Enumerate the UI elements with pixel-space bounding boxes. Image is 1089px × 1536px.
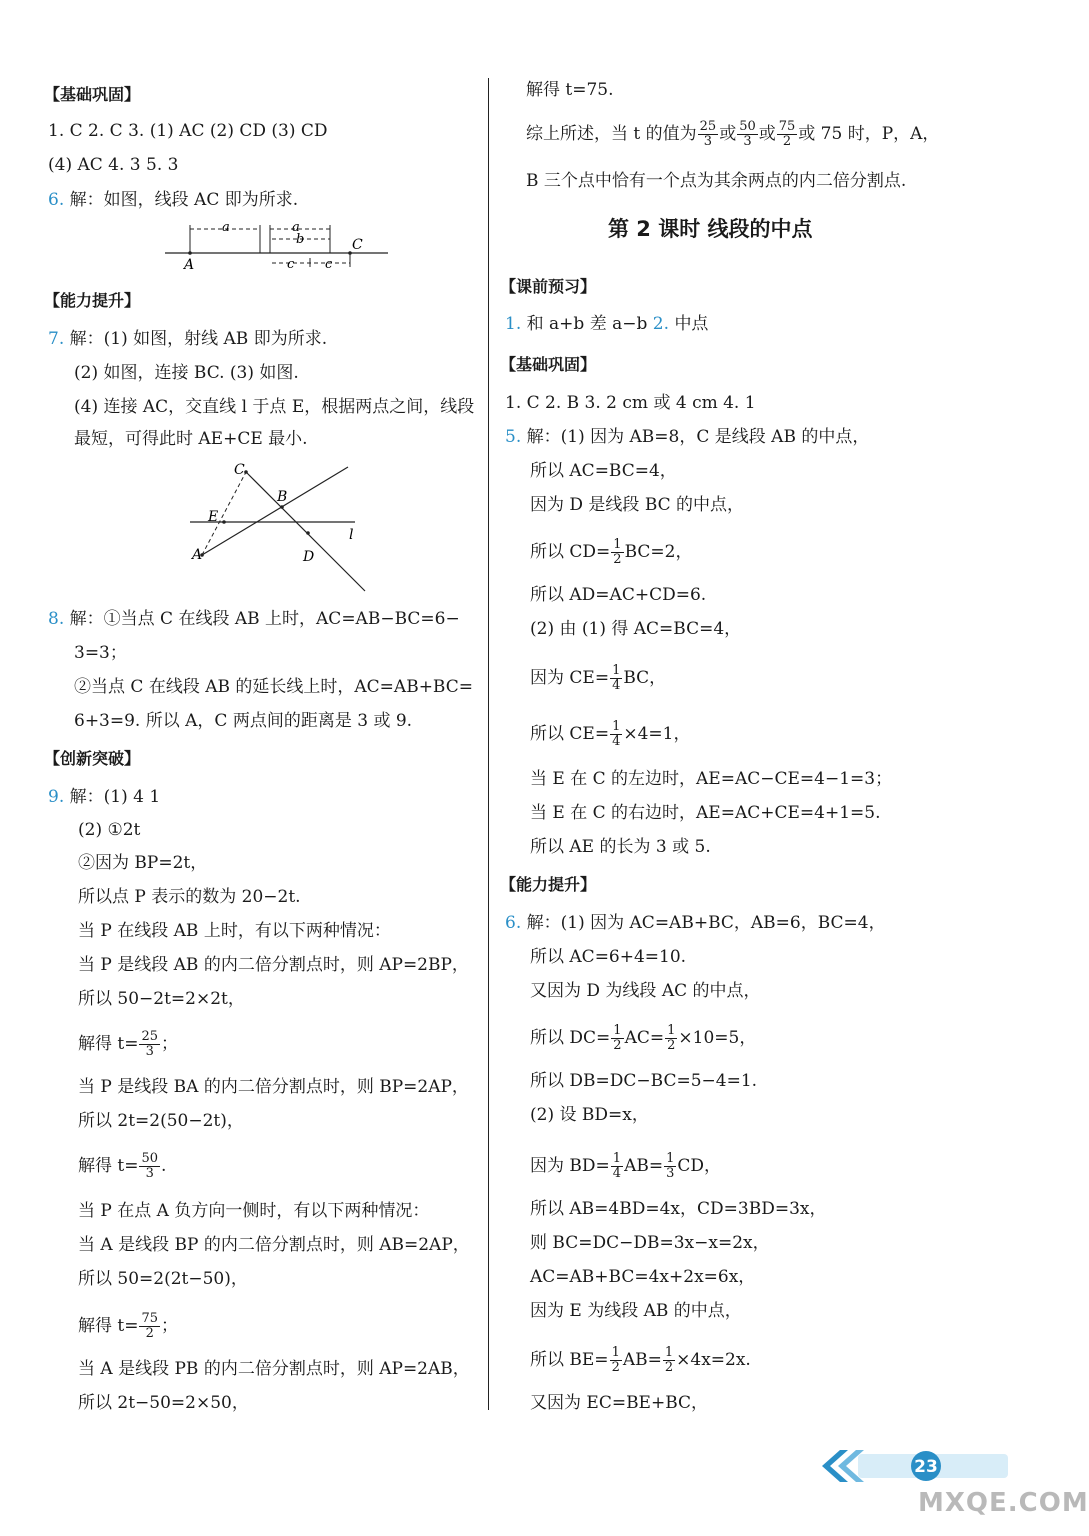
- point-label: C: [352, 237, 363, 253]
- numerator: 1: [612, 663, 621, 678]
- answer-line: [78, 1312, 178, 1341]
- geometry-figure: [180, 455, 380, 600]
- answer-line: 所以 50−2t=2×2t，: [78, 989, 245, 1009]
- numerator: 25: [141, 1029, 159, 1044]
- text: 所以 CE=: [530, 724, 610, 744]
- section-heading: 【能力提升】: [44, 291, 141, 310]
- numerator: 50: [141, 1151, 159, 1166]
- point-label: D: [303, 549, 315, 565]
- text: 所以 DC=: [530, 1028, 611, 1048]
- point-label: A: [184, 257, 195, 273]
- answer-line: 所以 2t−50=2×50，: [78, 1393, 249, 1413]
- line-label: l: [349, 527, 354, 543]
- watermark-text: MXQE.COM: [918, 1488, 1089, 1518]
- answer-line: 因为 D 是线段 BC 的中点，: [530, 495, 745, 515]
- section-heading: 【基础巩固】: [44, 85, 141, 104]
- section-heading: 【基础巩固】: [500, 355, 597, 374]
- answer-line: 所以 DB=DC−BC=5−4=1.: [530, 1071, 758, 1091]
- fraction: [665, 1024, 677, 1053]
- numerator: 1: [613, 1023, 622, 1038]
- point-label: C: [234, 462, 245, 478]
- fraction: [611, 1152, 623, 1181]
- label-c: c: [287, 257, 295, 272]
- answer-line: 又因为 EC=BE+BC，: [530, 1393, 709, 1413]
- denominator: 4: [612, 1166, 622, 1181]
- text: 解得 t=: [78, 1156, 139, 1176]
- denominator: 2: [613, 1038, 622, 1053]
- numerator: 1: [611, 1345, 620, 1360]
- fraction: [611, 538, 623, 567]
- denominator: 4: [612, 678, 621, 693]
- section-heading: 【能力提升】: [500, 875, 597, 894]
- section-heading: 【创新突破】: [44, 749, 141, 768]
- answer-line: 当 P 是线段 BA 的内二倍分割点时，则 BP=2AP，: [78, 1077, 469, 1097]
- numerator: 1: [667, 1023, 676, 1038]
- answer-line: 所以 AD=AC+CD=6.: [530, 585, 707, 605]
- denominator: 3: [743, 134, 752, 149]
- question-number: 6.: [48, 190, 65, 210]
- label-a: a: [222, 220, 230, 235]
- fraction: [610, 1346, 622, 1375]
- denominator: 4: [612, 734, 621, 749]
- answer-line: 3=3；: [74, 643, 127, 663]
- answer-line: 6+3=9. 所以 A，C 两点间的距离是 3 或 9.: [74, 711, 413, 731]
- answer-line: (2) 由 (1) 得 AC=BC=4，: [530, 619, 742, 639]
- text: 因为 CE=: [530, 668, 610, 688]
- answer-text: 解：(1) 如图，射线 AB 即为所求.: [69, 329, 328, 349]
- answer-line: 当 A 是线段 PB 的内二倍分割点时，则 AP=2AB，: [78, 1359, 470, 1379]
- answer-line: 所以 2t=2(50−2t)，: [78, 1111, 244, 1131]
- answer-line: [530, 664, 666, 693]
- denominator: 2: [667, 1038, 676, 1053]
- answer-line: 所以 AC=BC=4，: [530, 461, 677, 481]
- label-b: b: [296, 232, 305, 247]
- answer-line: [48, 786, 160, 808]
- denominator: 2: [145, 1326, 154, 1341]
- answer-line: 当 E 在 C 的左边时，AE=AC−CE=4−1=3；: [530, 769, 893, 789]
- lesson-title: 第 2 课时 线段的中点: [608, 217, 813, 241]
- answer-line: [48, 608, 460, 630]
- answer-line: ②因为 BP=2t，: [78, 853, 208, 873]
- numerator: 75: [778, 119, 796, 134]
- answer-line: [530, 538, 692, 567]
- numerator: 50: [739, 119, 756, 134]
- denominator: 2: [611, 1360, 620, 1375]
- answer-line: 1. C 2. B 3. 2 cm 或 4 cm 4. 1: [505, 393, 756, 413]
- question-number: 6.: [505, 913, 522, 933]
- answer-line: 当 P 在点 A 负方向一侧时，有以下两种情况：: [78, 1201, 430, 1221]
- text: ×4=1，: [623, 724, 691, 744]
- answer-line: 所以 AE 的长为 3 或 5.: [530, 837, 711, 857]
- answer-text: 解：(1) 4 1: [69, 787, 161, 807]
- answer-line: 则 BC=DC−DB=3x−x=2x，: [530, 1233, 770, 1253]
- answer-line: (4) AC 4. 3 5. 3: [48, 155, 179, 175]
- answer-line: [526, 120, 939, 149]
- text: 所以 CD=: [530, 542, 611, 562]
- denominator: 3: [703, 134, 713, 149]
- text: AB=: [624, 1156, 664, 1176]
- answer-line: [530, 1024, 756, 1053]
- fraction: [610, 720, 622, 749]
- answer-line: [78, 1030, 178, 1059]
- numerator: 1: [664, 1345, 674, 1360]
- answer-line: [530, 1346, 751, 1375]
- text: BC=2，: [624, 542, 693, 562]
- text: ×10=5，: [678, 1028, 757, 1048]
- answer-text: 解：(1) 因为 AC=AB+BC，AB=6，BC=4，: [526, 913, 886, 933]
- denominator: 2: [782, 134, 792, 149]
- answer-line: (2) 设 BD=x，: [530, 1105, 649, 1125]
- answer-text: 解：(1) 因为 AB=8，C 是线段 AB 的中点，: [526, 427, 870, 447]
- denominator: 3: [145, 1044, 154, 1059]
- page-number: 23: [914, 1457, 938, 1477]
- numerator: 25: [699, 119, 717, 134]
- answer-line: 解得 t=75.: [526, 80, 614, 100]
- answer-line: 所以 AB=4BD=4x，CD=3BD=3x，: [530, 1199, 827, 1219]
- numerator: 1: [612, 1151, 622, 1166]
- answer-line: [48, 328, 327, 350]
- fraction: [777, 120, 798, 149]
- answer-line: [505, 426, 869, 448]
- fraction: [737, 120, 758, 149]
- answer-text: 和 a+b 差 a−b: [526, 314, 648, 334]
- text: 因为 BD=: [530, 1156, 610, 1176]
- answer-line: 当 P 在线段 AB 上时，有以下两种情况：: [78, 921, 391, 941]
- numerator: 75: [141, 1311, 159, 1326]
- column-divider: [488, 78, 489, 1410]
- answer-line: 所以点 P 表示的数为 20−2t.: [78, 887, 301, 907]
- fraction: [139, 1152, 160, 1181]
- answer-line: 当 A 是线段 BP 的内二倍分割点时，则 AB=2AP，: [78, 1235, 470, 1255]
- fraction: [663, 1346, 675, 1375]
- text: ×4x=2x.: [676, 1350, 751, 1370]
- denominator: 3: [145, 1166, 154, 1181]
- answer-line: 因为 E 为线段 AB 的中点，: [530, 1301, 742, 1321]
- answer-line: 所以 50=2(2t−50)，: [78, 1269, 248, 1289]
- answer-line: AC=AB+BC=4x+2x=6x，: [530, 1267, 756, 1287]
- numerator: 1: [613, 537, 622, 552]
- denominator: 2: [613, 552, 622, 567]
- text: 或: [758, 124, 776, 144]
- text: 解得 t=: [78, 1034, 139, 1054]
- question-number: 9.: [48, 787, 65, 807]
- answer-line: [530, 1152, 721, 1181]
- answer-line: [48, 189, 298, 211]
- fraction: [139, 1312, 160, 1341]
- text: ；: [161, 1316, 179, 1336]
- point-label: A: [192, 547, 203, 563]
- answer-line: 又因为 D 为线段 AC 的中点，: [530, 981, 761, 1001]
- answer-line: 1. C 2. C 3. (1) AC (2) CD (3) CD: [48, 121, 328, 141]
- question-number: 7.: [48, 329, 65, 349]
- numerator: 1: [612, 719, 621, 734]
- answer-line: (2) ①2t: [78, 820, 141, 840]
- fraction: [611, 1024, 623, 1053]
- question-number: 1.: [505, 314, 522, 334]
- label-c: c: [325, 257, 333, 272]
- fraction: [698, 120, 719, 149]
- point-label: B: [277, 489, 288, 505]
- answer-line: [78, 1152, 166, 1181]
- question-number: 2.: [652, 314, 670, 334]
- answer-line: (2) 如图，连接 BC. (3) 如图.: [74, 363, 299, 383]
- label-a: a: [292, 220, 300, 235]
- answer-line: 当 E 在 C 的右边时，AE=AC+CE=4+1=5.: [530, 803, 881, 823]
- answer-line: 最短，可得此时 AE+CE 最小.: [74, 429, 308, 449]
- text: AC=: [624, 1028, 665, 1048]
- answer-text: 解：①当点 C 在线段 AB 上时，AC=AB−BC=6−: [69, 609, 460, 629]
- answer-text: 解：如图，线段 AC 即为所求.: [69, 190, 299, 210]
- text: CD，: [677, 1156, 721, 1176]
- point-label: E: [208, 509, 219, 525]
- answer-line: (4) 连接 AC，交直线 l 于点 E，根据两点之间，线段: [74, 397, 475, 417]
- text: ；: [161, 1034, 179, 1054]
- page-number-badge: [818, 1444, 1028, 1488]
- text: 所以 BE=: [530, 1350, 609, 1370]
- section-heading: 【课前预习】: [500, 277, 597, 296]
- denominator: 3: [666, 1166, 675, 1181]
- numerator: 1: [666, 1151, 675, 1166]
- answer-line: [505, 912, 886, 934]
- fraction: [664, 1152, 676, 1181]
- fraction: [610, 664, 622, 693]
- text: .: [161, 1156, 167, 1176]
- segment-figure: [160, 215, 400, 275]
- text: 解得 t=: [78, 1316, 139, 1336]
- text: AB=: [622, 1350, 662, 1370]
- answer-line: [530, 720, 690, 749]
- question-number: 5.: [505, 427, 522, 447]
- denominator: 2: [664, 1360, 674, 1375]
- answer-line: B 三个点中恰有一个点为其余两点的内二倍分割点.: [526, 171, 907, 191]
- text: 综上所述，当 t 的值为: [526, 124, 697, 144]
- answer-line: [505, 313, 708, 335]
- fraction: [139, 1030, 160, 1059]
- text: BC，: [623, 668, 667, 688]
- answer-text: 中点: [674, 314, 709, 334]
- answer-line: ②当点 C 在线段 AB 的延长线上时，AC=AB+BC=: [74, 677, 473, 697]
- text: 或 75 时，P，A，: [798, 124, 940, 144]
- answer-line: 所以 AC=6+4=10.: [530, 947, 687, 967]
- question-number: 8.: [48, 609, 65, 629]
- text: 或: [719, 124, 737, 144]
- answer-line: 当 P 是线段 AB 的内二倍分割点时，则 AP=2BP，: [78, 955, 469, 975]
